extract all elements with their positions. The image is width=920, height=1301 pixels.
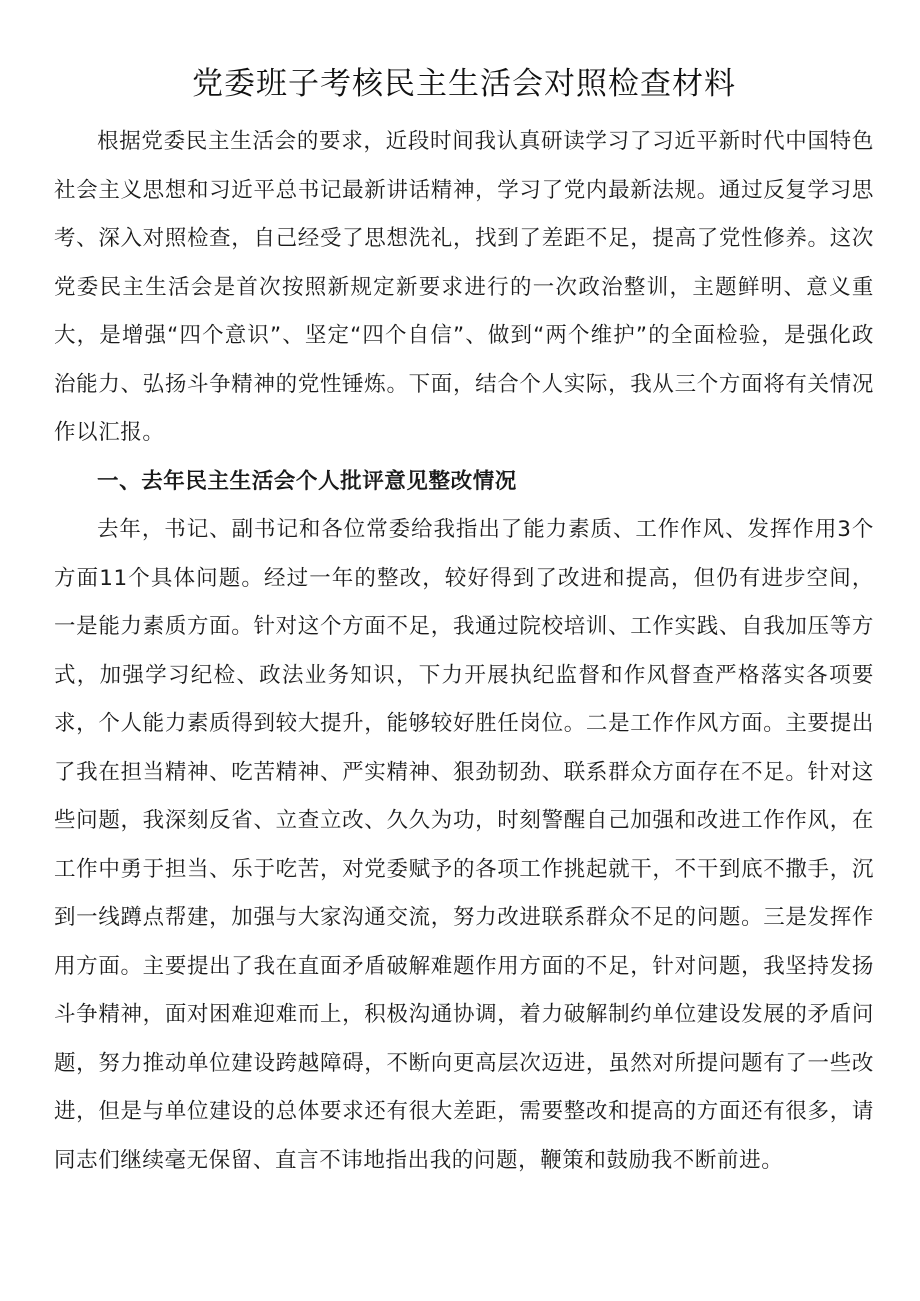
- section-1-paragraph: 去年，书记、副书记和各位常委给我指出了能力素质、工作作风、发挥作用3个方面11个具体问题。经过一年的整改，较好得到了改进和提高，但仍有进步空间，一是能力素质方面。针对这个方面不足，我通过院校培训、工作实践、自我加压等方式，加强学习纪检、政法业务知识，下力开展执纪监督和作风督查严格落实各项要求，个人能力素质得到较大提升，能够较好胜任岗位。二是工作作风方面。主要提出了我在担当精神、吃苦精神、严实精神、狠劲韧劲、联系群众方面存在不足。针对这些问题，我深刻反省、立查立改、久久为功，时刻警醒自己加强和改进工作作风，在工作中勇于担当、乐于吃苦，对党委赋予的各项工作挑起就干，不干到底不撒手，沉到一线蹲点帮建，加强与大家沟通交流，努力改进联系群众不足的问题。三是发挥作用方面。主要提出了我在直面矛盾破解难题作用方面的不足，针对问题，我坚持发扬斗争精神，面对困难迎难而上，积极沟通协调，着力破解制约单位建设发展的矛盾问题，努力推动单位建设跨越障碍，不断向更高层次迈进，虽然对所提问题有了一些改进，但是与单位建设的总体要求还有很大差距，需要整改和提高的方面还有很多，请同志们继续毫无保留、直言不讳地指出我的问题，鞭策和鼓励我不断前进。: [54, 517, 874, 1173]
- document-title: 党委班子考核民主生活会对照检查材料: [192, 66, 736, 102]
- intro-paragraph: 根据党委民主生活会的要求，近段时间我认真研读学习了习近平新时代中国特色社会主义思想和习近平总书记最新讲话精神，学习了党内最新法规。通过反复学习思考、深入对照检查，自己经受了思想洗礼，找到了差距不足，提高了党性修养。这次党委民主生活会是首次按照新规定新要求进行的一次政治整训，主题鲜明、意义重大，是增强“四个意识”、坚定“四个自信”、做到“两个维护”的全面检验，是强化政治能力、弘扬斗争精神的党性锤炼。下面，结合个人实际，我从三个方面将有关情况作以汇报。: [54, 129, 874, 445]
- document-page: [54, 62, 874, 1185]
- section-heading-1: 一、去年民主生活会个人批评意见整改情况: [97, 468, 517, 494]
